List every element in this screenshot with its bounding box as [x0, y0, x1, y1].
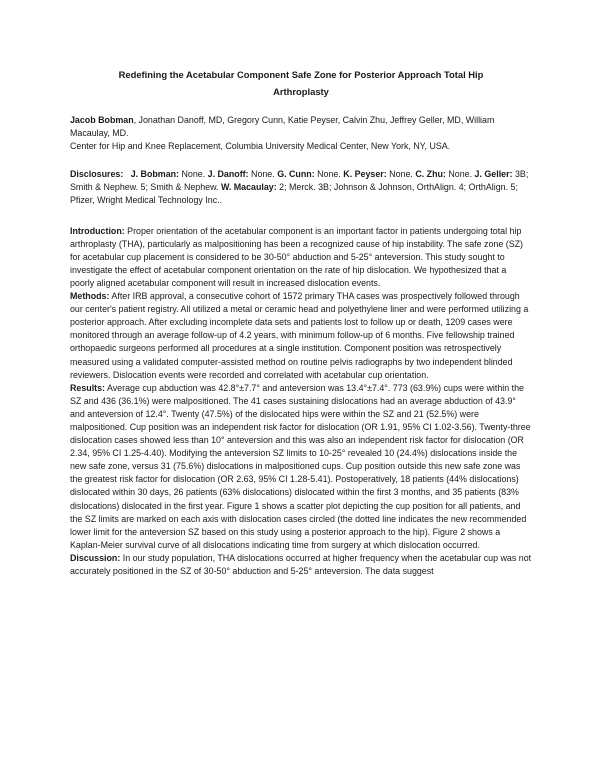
disclosure-text: 3B; Smith & Nephew. 5; Smith & Nephew. [70, 169, 529, 193]
section-methods [70, 290, 532, 382]
section-heading: Introduction: [70, 225, 125, 236]
section-introduction [70, 225, 532, 290]
disclosures [70, 168, 532, 207]
section-discussion [70, 552, 532, 578]
disclosure-name: W. Macaulay: [220, 182, 277, 193]
disclosure-text: None. [445, 169, 475, 180]
disclosure-text: None. [179, 169, 208, 180]
disclosure-name: C. Zhu: [415, 169, 446, 180]
disclosure-text: None. [314, 169, 344, 180]
disclosure-name: K. Peyser: [343, 169, 387, 180]
lead-author: Jacob Bobman [70, 115, 134, 125]
section-body: After IRB approval, a consecutive cohort of 1572 primary THA cases was prospectively followed through our center's patient registry. All utilized a metal or ceramic head and polyethylene liner and were performed utilizing a posterior approach. After excluding incomplete data sets and patients lost to follow up or death, 1209 cases were monitored through an average follow-up of 4.2 years, with minimum follow-up of 6 months. Five fellowship trained orthopaedic surgeons performed all procedures at a single institution. Component position was retrospectively measured using a validated computer-assisted method on routine pelvis radiographs by two independent blinded reviewers. Dislocation events were recorded and correlated with acetabular cup orientation. [70, 291, 529, 380]
section-body: Average cup abduction was 42.8°±7.7° and anteversion was 13.4°±7.4°. 773 (63.9%) cups were within the SZ and 436 (36.1%) were malpositioned. The 41 cases sustaining dislocations had an average abduction of 43.9° and anteversion of 12.4°. Twenty (47.5%) of the dislocated hips were within the SZ and 21 (52.5%) were malpositioned. Cup position was an independent risk factor for dislocation (OR 1.91, 95% CI 1.02-3.56). Twenty-three dislocation cases showed less than 10° anteversion and this was also an independent risk factor for dislocation (OR 2.34, 95% CI 1.25-4.40). Modifying the anteversion SZ limits to 10-25° revealed 10 (24.4%) dislocations inside the new safe zone, versus 31 (75.6%) dislocations in malpositioned cups. Cup position outside this new safe zone was the greatest risk factor for dislocation (OR 2.63, 95% CI 1.28-5.41). Postoperatively, 18 patients (44% dislocations) dislocated within 30 days, 26 patients (63% dislocations) dislocated within the first 3 months, and 35 patients (83% dislocations) dislocated in the first year. Figure 1 shows a scatter plot depicting the cup position for all patients, and the SZ limits are marked on each axis with dislocation cases circled (the dotted line indicates the new recommended lower limit for the anteversion SZ based on this study using a posterior approach to the hip). Figure 2 shows a Kaplan-Meier survival curve of all dislocations indicating time from surgery at which dislocation occurred. [70, 382, 531, 550]
co-authors: , Jonathan Danoff, MD, Gregory Cunn, Katie Peyser, Calvin Zhu, Jeffrey Geller, MD, William Macaulay, MD. [70, 115, 495, 139]
section-heading: Discussion: [70, 552, 121, 563]
disclosure-name: J. Geller: [474, 169, 513, 180]
disclosure-text: None. [248, 169, 278, 180]
section-body: Proper orientation of the acetabular component is an important factor in patients undergoing total hip arthroplasty (THA), particularly as malpositioning has been a recognized cause of hip instability. The safe zone (SZ) for acetabular cup placement is considered to be 30-50° abduction and 5-25° anteversion. This study sought to investigate the effect of acetabular component orientation on the rate of hip dislocation. We hypothesized that a poorly aligned acetabular component will result in increased dislocation events. [70, 225, 524, 288]
section-body: In our study population, THA dislocations occurred at higher frequency when the acetabular cup was not accurately positioned in the SZ of 30-50° abduction and 5-25° anteversion. The data suggest [70, 552, 532, 576]
section-heading: Results: [70, 382, 106, 393]
author-block [70, 114, 532, 153]
disclosure-text: 2; Merck. 3B; Johnson & Johnson, OrthAlign. 4; OrthAlign. 5; Pfizer, Wright Medical Technology Inc.. [70, 182, 518, 206]
affiliation: Center for Hip and Knee Replacement, Columbia University Medical Center, New York, NY, USA. [70, 141, 451, 152]
disclosure-name: G. Cunn: [277, 169, 315, 180]
disclosure-name: J. Danoff: [207, 169, 249, 180]
disclosure-name: J. Bobman: [130, 169, 180, 180]
paper-title: Redefining the Acetabular Component Safe Zone for Posterior Approach Total Hip Arthroplasty [118, 69, 484, 97]
section-results [70, 382, 532, 552]
section-heading: Methods: [70, 291, 110, 302]
disclosure-text: None. [386, 169, 416, 180]
disclosures-label: Disclosures: [70, 169, 124, 180]
abstract-page [70, 66, 532, 578]
